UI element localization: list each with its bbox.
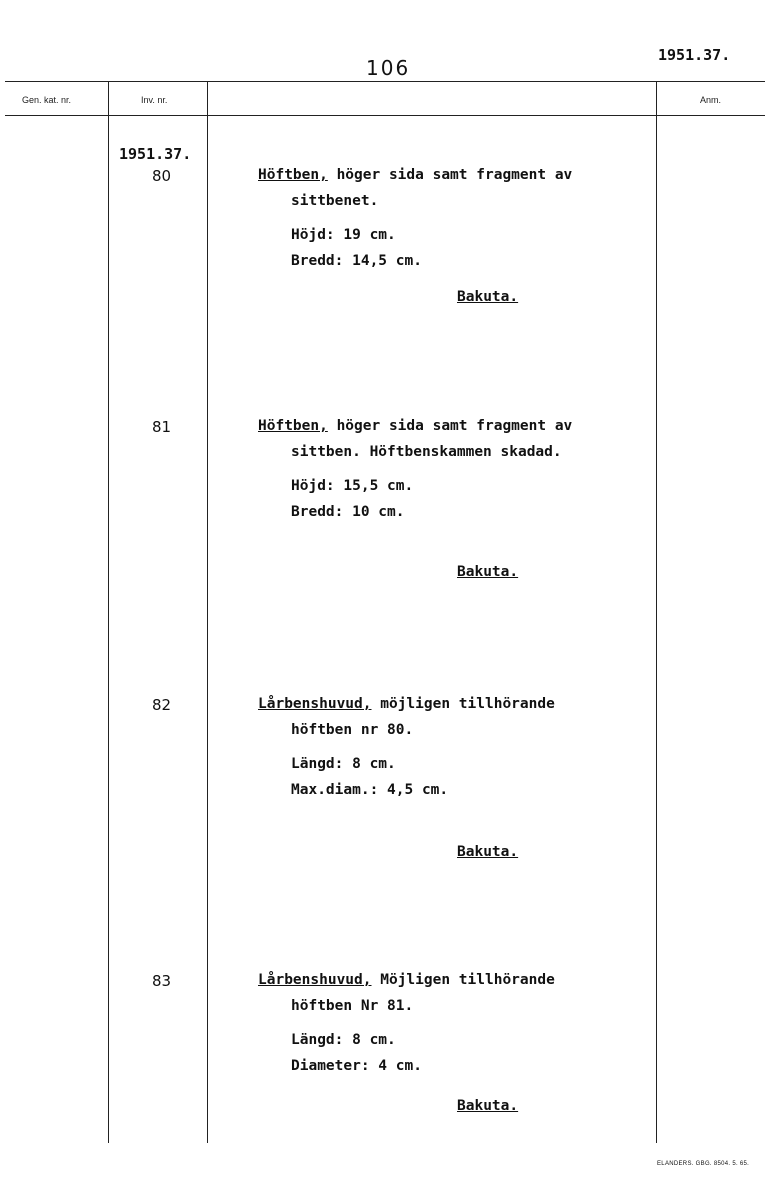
catalog-entry <box>258 418 653 580</box>
entry-description-continued: sittben. Höftbenskammen skadad. <box>291 444 562 460</box>
catalog-entry <box>258 167 653 305</box>
entry-title: Höftben, <box>258 418 328 434</box>
inventory-number: 80 <box>152 167 172 185</box>
signature: Bakuta. <box>457 289 519 305</box>
header-reference-number: 1951.37. <box>658 46 731 64</box>
inventory-number: 83 <box>152 972 172 990</box>
column-divider-desc-anm <box>656 81 657 1143</box>
catalog-entry <box>258 972 653 1114</box>
measurement-diameter: Diameter: 4 cm. <box>291 1058 422 1074</box>
entry-description-continued: höftben Nr 81. <box>291 998 414 1014</box>
entry-description: höger sida samt fragment av <box>327 418 573 434</box>
entry-description: Möjligen tillhörande <box>371 972 555 988</box>
entry-description-continued: höftben nr 80. <box>291 722 414 738</box>
series-number: 1951.37. <box>119 145 192 163</box>
signature: Bakuta. <box>457 844 519 860</box>
entry-title: Lårbenshuvud, <box>258 972 372 988</box>
measurement-diameter: Max.diam.: 4,5 cm. <box>291 782 449 798</box>
entry-description: möjligen tillhörande <box>371 696 555 712</box>
entry-title: Lårbenshuvud, <box>258 696 372 712</box>
measurement-height: Höjd: 15,5 cm. <box>291 478 414 494</box>
measurement-length: Längd: 8 cm. <box>291 756 396 772</box>
signature: Bakuta. <box>457 1098 519 1114</box>
page-number: 106 <box>366 56 411 80</box>
printer-imprint: ELANDERS. GBG. 8504. 5. 65. <box>657 1161 750 1167</box>
measurement-width: Bredd: 14,5 cm. <box>291 253 422 269</box>
entry-title: Höftben, <box>258 167 328 183</box>
measurement-length: Längd: 8 cm. <box>291 1032 396 1048</box>
measurement-height: Höjd: 19 cm. <box>291 227 396 243</box>
measurement-width: Bredd: 10 cm. <box>291 504 405 520</box>
column-header-inv-nr: Inv. nr. <box>141 95 168 105</box>
header-top-rule <box>5 81 765 82</box>
column-divider-gen-inv <box>108 81 109 1143</box>
inventory-number: 81 <box>152 418 172 436</box>
column-header-anm: Anm. <box>700 95 722 105</box>
header-bottom-rule <box>5 115 765 116</box>
column-divider-inv-desc <box>207 81 208 1143</box>
inventory-number: 82 <box>152 696 172 714</box>
entry-description-continued: sittbenet. <box>291 193 379 209</box>
column-header-gen-kat-nr: Gen. kat. nr. <box>22 95 72 105</box>
catalog-entry <box>258 696 653 860</box>
entry-description: höger sida samt fragment av <box>327 167 573 183</box>
signature: Bakuta. <box>457 564 519 580</box>
